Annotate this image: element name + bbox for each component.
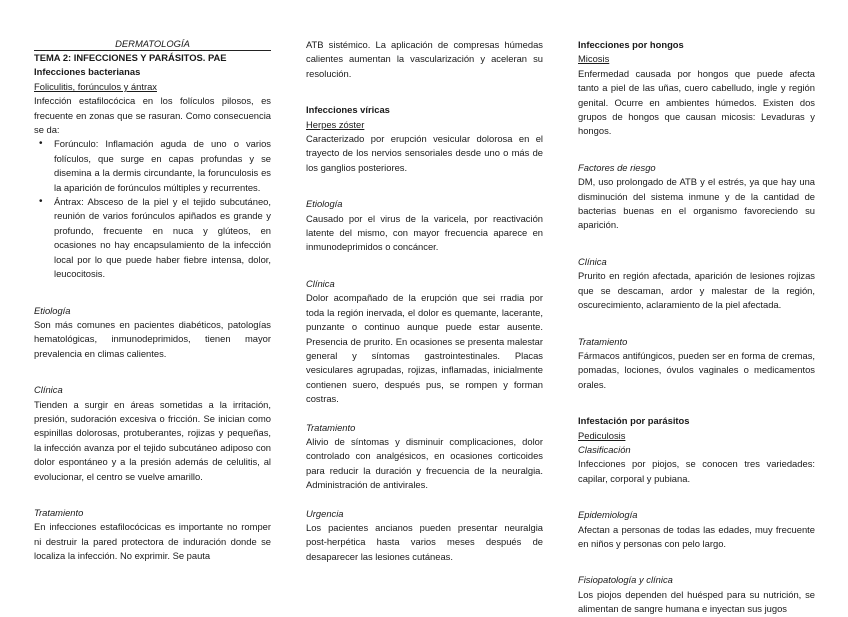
- paragraph-continuation: ATB sistémico. La aplicación de compresas húmedas calientes aumentan la vascularización y aceleran su resolución.: [306, 39, 543, 79]
- paragraph-intro: Infección estafilocócica en los folículos pilosos, es frecuente en zonas que se rasuran. Como consecuencia se da:: [34, 95, 271, 136]
- topic-title: TEMA 2: INFECCIONES Y PARÁSITOS. PAE: [34, 52, 227, 63]
- paragraph-clasificacion: Infecciones por piojos, se conocen tres variedades: capilar, corporal y pubiana.: [578, 458, 815, 484]
- bullet-forunculo: • Forúnculo: Inflamación aguda de uno o varios folículos, que surge en capas profundas y se disemina a la dermis circundante, la forunculosis es la aparición de forúnculos múltiples y recurrentes.: [54, 137, 271, 195]
- paragraph-tratamiento: Alivio de síntomas y disminuir complicaciones, dolor controlado con analgésicos, en ocasiones corticoides para reducir la duración y frecuencia de la neuralgia. Administración de antivirales.: [306, 435, 543, 491]
- heading-clasificacion: Clasificación: [578, 443, 631, 455]
- heading-tratamiento: Tratamiento: [578, 335, 628, 347]
- paragraph-clinica: Dolor acompañado de la erupción que sei rradia por toda la región inervada, el dolor es quemante, lacerante, punzante o continuo aunque puede estar ausente. Presencia de prurito. En ocasiones se presenta malestar general y síntomas gastrointestinales. Placas vesiculares agrupadas, rojizas, inflamadas, inicialmente contienen suero, después pus, se rompen y forman costras.: [306, 292, 543, 405]
- column-2: [306, 38, 543, 564]
- heading-epidemiologia: Epidemiología: [578, 509, 638, 521]
- heading-urgencia: Urgencia: [306, 507, 344, 519]
- heading-clinica: Clínica: [34, 384, 63, 396]
- heading-tratamiento: Tratamiento: [34, 506, 84, 518]
- section-fungal: Infecciones por hongos: [578, 39, 684, 50]
- heading-clinica: Clínica: [578, 255, 607, 267]
- heading-etiologia: Etiología: [34, 304, 71, 316]
- heading-clinica: Clínica: [306, 277, 335, 289]
- paragraph-tratamiento: En infecciones estafilocócicas es importante no romper ni destruir la pared protectora de induración donde se localiza la infección. No exprimir. Se pauta: [34, 521, 271, 562]
- heading-tratamiento: Tratamiento: [306, 421, 356, 433]
- column-3: [578, 38, 815, 617]
- document-header: DERMATOLOGÍA: [34, 38, 271, 51]
- section-bacterial: Infecciones bacterianas: [34, 66, 141, 78]
- paragraph-etiologia: Causado por el virus de la varicela, por reactivación latente del mismo, con mayor frecuencia aparece en inmunodeprimidos o concáncer.: [306, 212, 543, 253]
- bullet-antrax: • Ántrax: Absceso de la piel y el tejido subcutáneo, reunión de varios forúnculos apiñados es grande y profundo, frecuente en nuca y glúteos, en ocasiones no hay encapsulamiento de la infección local por lo que puede haber fiebre intensa, dolor, leucocitosis.: [54, 195, 271, 281]
- paragraph-epidemiologia: Afectan a personas de todas las edades, muy frecuente en niños y personas con pelo largo.: [578, 523, 815, 549]
- heading-factores-riesgo: Factores de riesgo: [578, 161, 656, 173]
- paragraph-factores-riesgo: DM, uso prolongado de ATB y el estrés, ya que hay una disminución del sistema inmune y de la cantidad de bacterias buenas en el organismo favoreciendo su aparición.: [578, 176, 815, 231]
- bullet-list: [34, 137, 271, 281]
- subsection-micosis: Micosis: [578, 53, 610, 65]
- paragraph-fisiopatologia: Los piojos dependen del huésped para su nutrición, se alimentan de sangre humana e inyectan sus jugos: [578, 588, 815, 615]
- subsection-foliculitis: Foliculitis, forúnculos y ántrax: [34, 80, 157, 92]
- paragraph-clinica: Tienden a surgir en áreas sometidas a la irritación, presión, sudoración excesiva o fricción. Se inician como espinillas dolorosas, protuberantes, rojizas y pequeñas, la infección avanza por el tejido subcutáneo adiposo con dolor espontáneo y a la presión además de celulitis, al evolucionar, el centro se vuelve amarillo.: [34, 398, 271, 482]
- heading-fisiopatologia: Fisiopatología y clínica: [578, 574, 673, 586]
- section-viral: Infecciones víricas: [306, 104, 390, 116]
- heading-etiologia: Etiología: [306, 198, 343, 210]
- paragraph-herpes-intro: Caracterizado por erupción vesicular dolorosa en el trayecto de los nervios sensoriales desde uno o más de los ganglios posteriores.: [306, 133, 543, 173]
- paragraph-clinica: Prurito en región afectada, aparición de lesiones rojizas que se descaman, ardor y malestar de la región, oscurecimiento, aclaramiento de la piel afectada.: [578, 270, 815, 311]
- subsection-pediculosis: Pediculosis: [578, 429, 626, 441]
- subsection-herpes: Herpes zóster: [306, 118, 365, 130]
- paragraph-urgencia: Los pacientes ancianos pueden presentar neuralgia post-herpética hasta varios meses después de desaparecer las lesiones cutáneas.: [306, 521, 543, 562]
- section-parasites: Infestación por parásitos: [578, 415, 690, 427]
- paragraph-micosis-intro: Enfermedad causada por hongos que puede afecta tanto a piel de las uñas, cuero cabelludo, ingle y región genital. Ocurre en ambientes húmedos. Existen dos grupos de hongos que causan micosis: Levaduras y hongos.: [578, 67, 815, 137]
- paragraph-tratamiento: Fármacos antifúngicos, pueden ser en forma de cremas, pomadas, lociones, óvulos vaginales o medicamentos orales.: [578, 349, 815, 390]
- paragraph-etiologia: Son más comunes en pacientes diabéticos, patologías hematológicas, inmunodeprimidos, tienen mayor prevalencia en climas calientes.: [34, 318, 271, 359]
- column-1: [34, 38, 271, 564]
